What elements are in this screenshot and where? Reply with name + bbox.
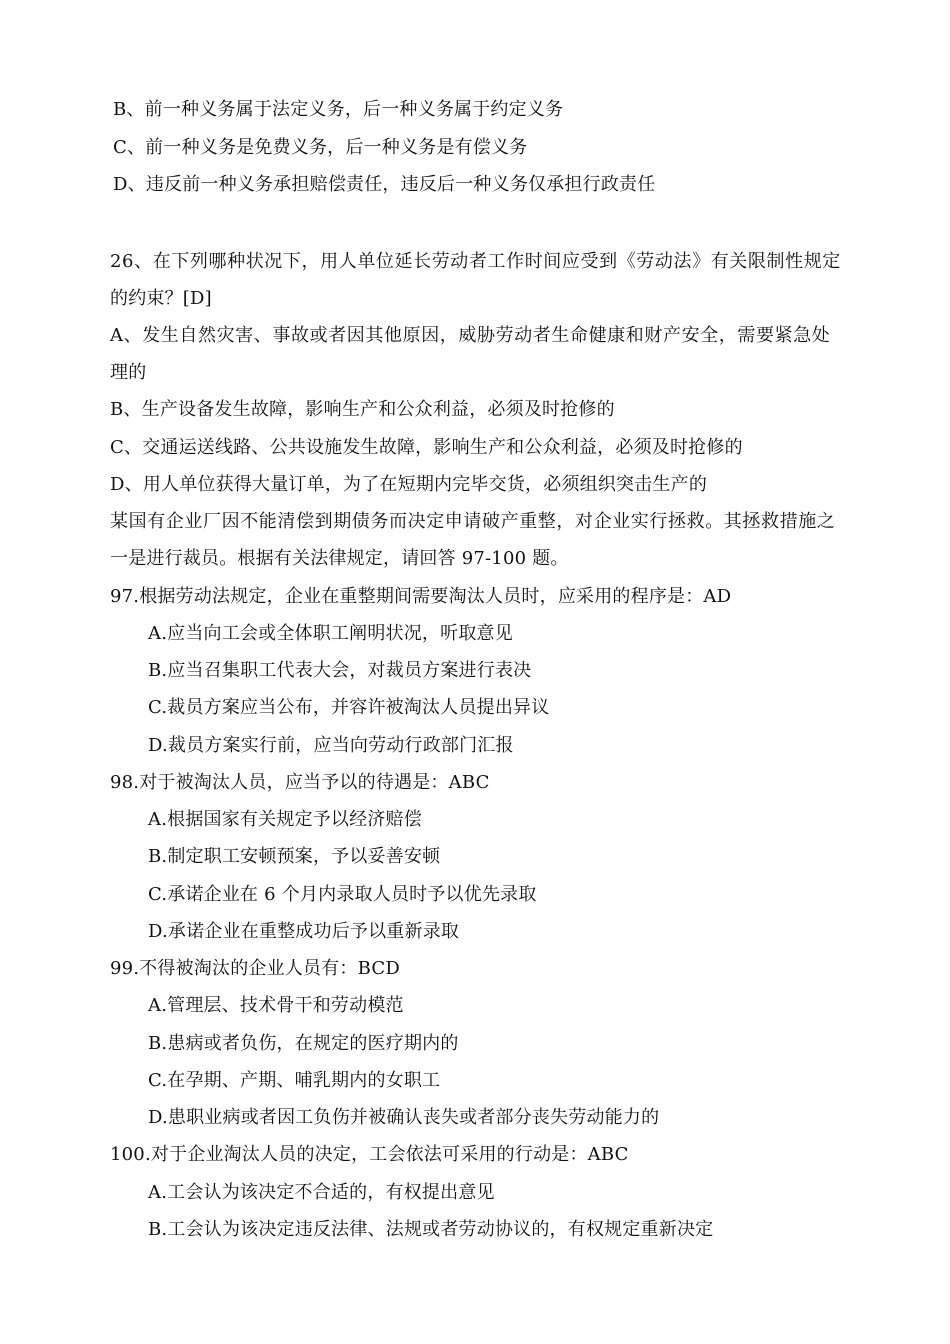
question-100-option-b: B.工会认为该决定违反法律、法规或者劳动协议的，有权规定重新决定 xyxy=(148,1219,714,1240)
question-98-option-a: A.根据国家有关规定予以经济赔偿 xyxy=(148,809,422,830)
question-99-option-c: C.在孕期、产期、哺乳期内的女职工 xyxy=(148,1070,441,1091)
question-97-option-c: C.裁员方案应当公布，并容许被淘汰人员提出异议 xyxy=(148,697,550,718)
question-26-line-1: 26、在下列哪种状况下，用人单位延长劳动者工作时间应受到《劳动法》有关限制性规定 xyxy=(110,251,841,272)
question-98-option-b: B.制定职工安顿预案，予以妥善安顿 xyxy=(148,846,441,867)
question-98: 98.对于被淘汰人员，应当予以的待遇是：ABC xyxy=(110,772,490,793)
option-c-line: C、前一种义务是免费义务，后一种义务是有偿义务 xyxy=(113,137,528,158)
option-b-line: B、前一种义务属于法定义务，后一种义务属于约定义务 xyxy=(113,99,564,120)
question-99-option-d: D.患职业病或者因工负伤并被确认丧失或者部分丧失劳动能力的 xyxy=(148,1107,660,1128)
question-26-option-a-line-2: 理的 xyxy=(110,362,147,383)
question-26-option-a-line-1: A、发生自然灾害、事故或者因其他原因，威胁劳动者生命健康和财产安全，需要紧急处 xyxy=(110,325,831,346)
option-d-line: D、违反前一种义务承担赔偿责任，违反后一种义务仅承担行政责任 xyxy=(113,174,656,195)
question-100: 100.对于企业淘汰人员的决定，工会依法可采用的行动是：ABC xyxy=(110,1144,629,1165)
question-26-option-b: B、生产设备发生故障，影响生产和公众利益，必须及时抢修的 xyxy=(110,399,615,420)
question-98-option-c: C.承诺企业在 6 个月内录取人员时予以优先录取 xyxy=(148,884,537,905)
question-26-line-2: 的约束？[D] xyxy=(110,288,212,309)
question-97: 97.根据劳动法规定，企业在重整期间需要淘汰人员时，应采用的程序是：AD xyxy=(110,586,732,607)
question-100-option-a: A.工会认为该决定不合适的，有权提出意见 xyxy=(148,1182,495,1203)
question-26-option-c: C、交通运送线路、公共设施发生故障，影响生产和公众利益，必须及时抢修的 xyxy=(110,437,743,458)
question-98-option-d: D.承诺企业在重整成功后予以重新录取 xyxy=(148,921,460,942)
case-intro-line-2: 一是进行裁员。根据有关法律规定，请回答 97-100 题。 xyxy=(110,548,569,569)
case-intro-line-1: 某国有企业厂因不能清偿到期债务而决定申请破产重整，对企业实行拯救。其拯救措施之 xyxy=(110,511,836,532)
question-99-option-b: B.患病或者负伤，在规定的医疗期内的 xyxy=(148,1033,459,1054)
question-97-option-a: A.应当向工会或全体职工阐明状况，听取意见 xyxy=(148,623,513,644)
question-99: 99.不得被淘汰的企业人员有：BCD xyxy=(110,958,400,979)
question-97-option-d: D.裁员方案实行前，应当向劳动行政部门汇报 xyxy=(148,735,514,756)
question-26-option-d: D、用人单位获得大量订单，为了在短期内完毕交货，必须组织突击生产的 xyxy=(110,474,708,495)
question-97-option-b: B.应当召集职工代表大会，对裁员方案进行表决 xyxy=(148,660,532,681)
question-99-option-a: A.管理层、技术骨干和劳动模范 xyxy=(148,995,404,1016)
